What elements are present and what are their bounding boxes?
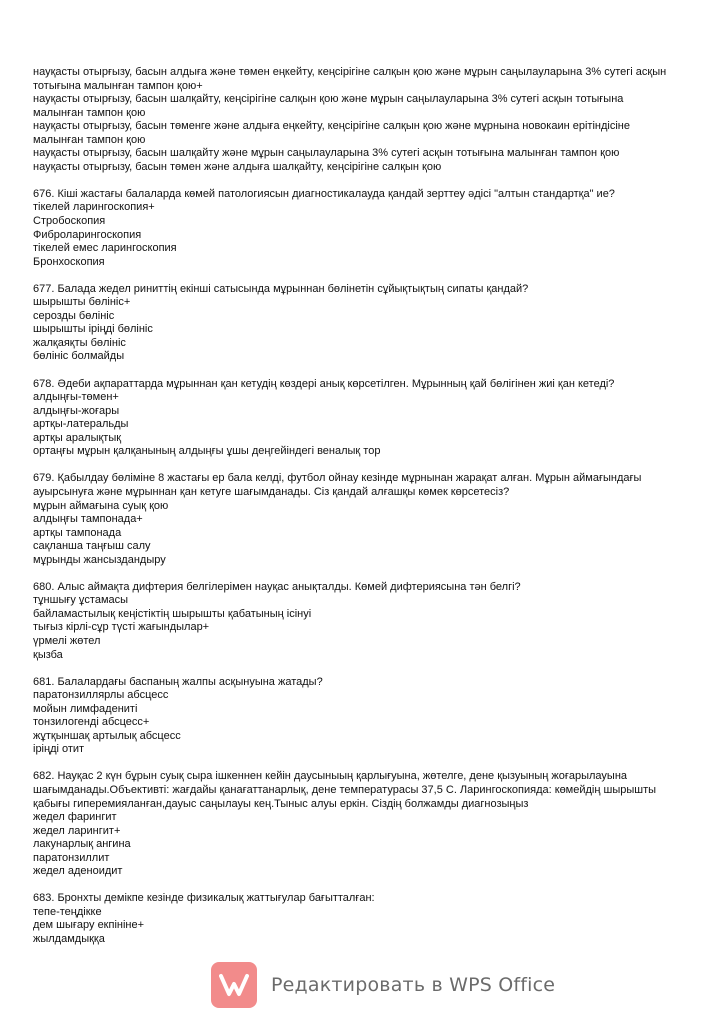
blank-line [33, 757, 693, 771]
question-text: 679. Қабылдау бөліміне 8 жастағы ер бала келді, футбол ойнау кезінде мұрнынан жарақат алған. Мұрын аймағындағы [33, 472, 642, 485]
text-line: шырышты бөлініс+ [33, 296, 131, 309]
text-line: алдыңғы-төмен+ [33, 391, 119, 404]
text-line: науқасты отырғызу, басын шалқайту, кеңсірігіне салқын қою және мұрын саңылауларына 3% сутегі асқын тотығына [33, 93, 624, 106]
text-line: науқасты отырғызу, басын алдыға және төмен еңкейту, кеңсірігіне салқын қою және мұрын саңылауларына 3% сутегі асқын [33, 66, 667, 78]
text-line: жедел аденоидит [33, 865, 123, 878]
text-line: алдыңғы-жоғары [33, 404, 120, 417]
text-line: жылдамдыққа [33, 933, 105, 945]
text-line: Фиброларингоскопия [33, 228, 142, 241]
text-line: артқы-латеральды [33, 418, 129, 431]
text-line: мұрын аймағына суық қою [33, 499, 169, 512]
text-line: паратонзиллит [33, 851, 110, 864]
text-line: Стробоскопия [33, 215, 106, 228]
edit-in-wps-button[interactable] [211, 962, 555, 1008]
text-line: іріңді отит [33, 743, 85, 756]
text-line: тікелей ларингоскопия+ [33, 201, 155, 214]
answer-options-block [33, 66, 693, 174]
text-line: дем шығару екпініне+ [33, 919, 145, 932]
text-line: жедел ларингит+ [33, 824, 121, 837]
text-line: науқасты отырғызу, басын шалқайту және мұрын саңылауларына 3% сутегі асқын тотығына малынған тампон қою [33, 147, 620, 160]
blank-line [33, 879, 693, 893]
text-line: лакунарлық ангина [33, 838, 131, 851]
text-line: тотығына малынған тампон қою+ [33, 79, 203, 92]
question-text: 676. Кіші жастағы балаларда көмей патологиясын диагностикалауда қандай зерттеу әдісі "алтын стандартқа" ие? [33, 187, 615, 200]
text-line: малынған тампон қою [33, 133, 146, 146]
text-line: малынған тампон қою [33, 106, 146, 119]
blank-line [33, 662, 693, 676]
question-block [33, 188, 693, 269]
question-block [33, 676, 693, 757]
question-text: 683. Бронхты демікпе кезінде физикалық жаттығулар бағытталған: [33, 892, 375, 905]
question-text: 682. Науқас 2 күн бұрын суық сыра ішкеннен кейін даусыныың қарлығуына, жөтелге, дене қызуының жоғарылауына [33, 770, 628, 783]
question-block [33, 472, 693, 567]
question-text: 678. Әдеби ақпараттарда мұрыннан қан кетудің көздері анық көрсетілген. Мұрынның қай бөлігінен жиі қан кетеді? [33, 377, 615, 390]
wps-banner-label: Редактировать в WPS Office [271, 974, 556, 996]
blank-line [33, 567, 693, 581]
blank-line [33, 364, 693, 378]
text-line: тұншығу ұстамасы [33, 594, 129, 607]
question-text: 681. Балалардағы баспаның жалпы асқынуына жатады? [33, 675, 323, 688]
question-text: 677. Балада жедел риниттің екінші сатысында мұрыннан бөлінетін сұйықтықтың сипаты қандай? [33, 282, 529, 295]
text-line: шағымданады.Объективті: жағдайы қанағаттанарлық, дене температурасы 37,5 С. Ларингоскопияда: көмейдің шырышты [33, 783, 657, 796]
text-line: тепе-теңдікке [33, 905, 102, 918]
text-line: артқы тампонада [33, 526, 122, 539]
question-block [33, 770, 693, 878]
text-line: тонзилогенді абсцесс+ [33, 716, 150, 729]
text-line: тікелей емес ларингоскопия [33, 242, 177, 255]
question-block [33, 283, 693, 364]
text-line: алдыңғы тампонада+ [33, 513, 143, 526]
text-line: паратонзиллярлы абсцесс [33, 689, 169, 702]
text-line: мұрынды жансыздандыру [33, 553, 166, 566]
question-text: 680. Алыс аймақта дифтерия белгілерімен науқас анықталды. Көмей дифтериясына тән белгі? [33, 580, 521, 593]
wps-logo-icon [211, 962, 257, 1008]
text-line: тығыз кірлі-сұр түсті жағындылар+ [33, 621, 210, 634]
question-block [33, 892, 693, 946]
document-page [33, 66, 693, 947]
text-line: мойын лимфадениті [33, 702, 138, 715]
text-line: үрмелі жөтел [33, 634, 101, 647]
text-line: ортаңғы мұрын қалқанының алдыңғы ұшы деңгейіндегі веналық тор [33, 445, 381, 458]
blank-line [33, 269, 693, 283]
text-line: ауырсынуға және мұрыннан қан кетуге шағымданады. Сіз қандай алғашқы көмек көрсетесіз? [33, 485, 510, 498]
blank-line [33, 459, 693, 473]
text-line: қабығы гиперемияланған,дауыс саңылауы кең.Тыныс алуы еркін. Сіздің болжамды диагнозыңыз [33, 797, 529, 810]
text-line: қызба [33, 648, 63, 661]
blank-line [33, 174, 693, 188]
text-line: Бронхоскопия [33, 255, 105, 268]
text-line: жедел фарингит [33, 811, 117, 824]
text-line: байламастылық кеңістіктің шырышты қабатының ісінуі [33, 607, 312, 620]
question-block [33, 378, 693, 459]
text-line: артқы аралықтық [33, 431, 122, 444]
text-line: жұтқыншақ артылық абсцесс [33, 729, 181, 742]
text-line: шырышты іріңді бөлініс [33, 323, 153, 336]
question-block [33, 581, 693, 662]
text-line: бөлініс болмайды [33, 350, 125, 363]
text-line: науқасты отырғызу, басын төмен және алдыға шалқайту, кеңсірігіне салқын қою [33, 160, 442, 173]
text-line: серозды бөлініс [33, 309, 115, 322]
text-line: науқасты отырғызу, басын төменге және алдыға еңкейту, кеңсірігіне салқын қою және мұрнына новокаин ерітіндісіне [33, 120, 630, 133]
text-line: жалқаяқты бөлініс [33, 336, 126, 349]
text-line: сақланша таңғыш салу [33, 540, 151, 553]
